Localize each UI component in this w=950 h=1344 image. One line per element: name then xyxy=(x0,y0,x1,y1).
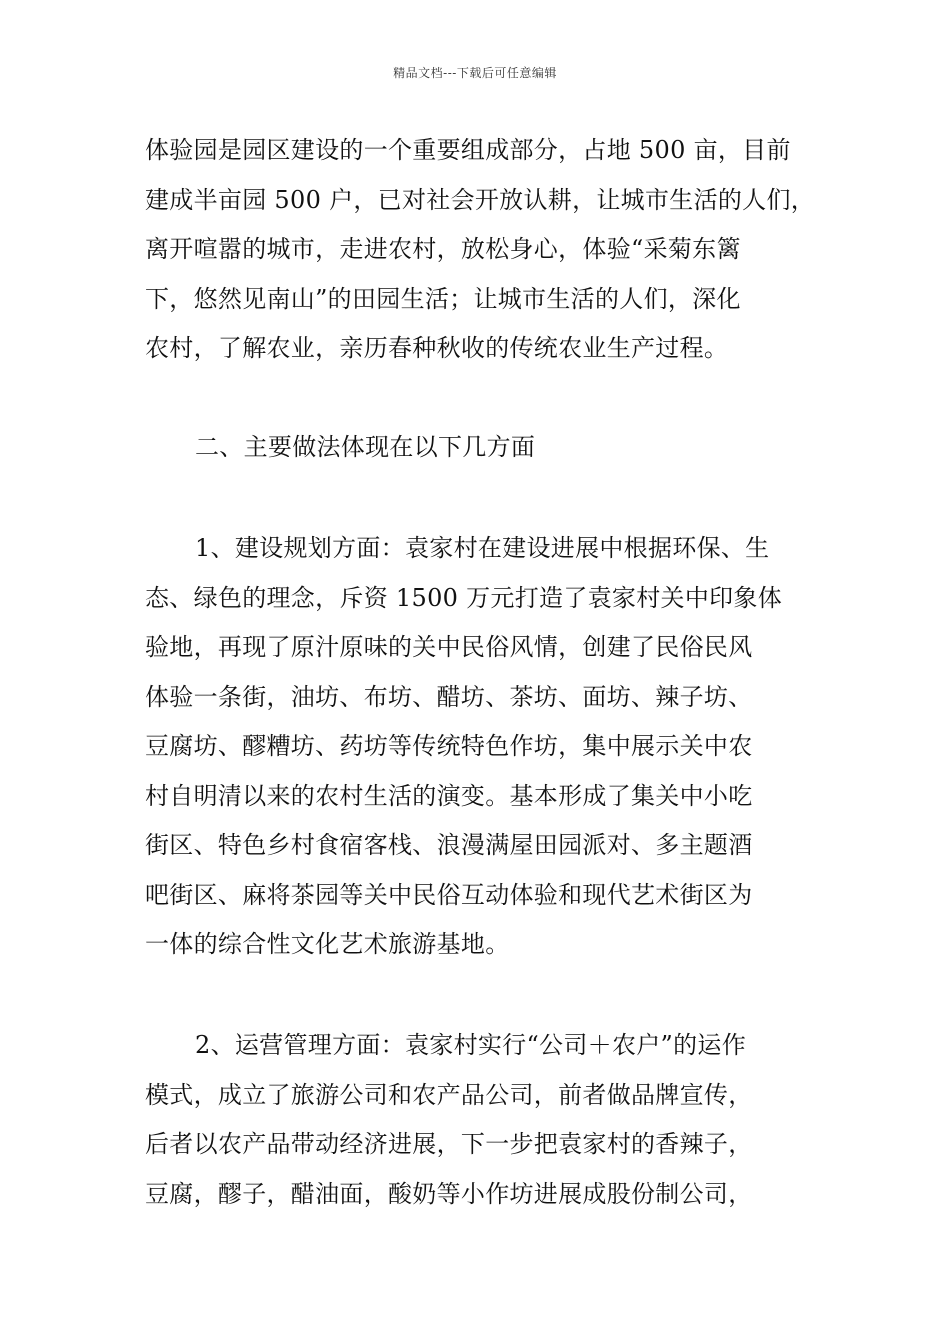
paragraph-line: 后者以农产品带动经济进展，下一步把袁家村的香辣子， xyxy=(145,1130,753,1158)
section-heading-text: 二、主要做法体现在以下几方面 xyxy=(195,433,536,461)
paragraph-line: 1、建设规划方面：袁家村在建设进展中根据环保、生 xyxy=(195,534,770,562)
paragraph-line: 村自明清以来的农村生活的演变。基本形成了集关中小吃 xyxy=(145,781,753,810)
page-header: 精品文档---下载后可任意编辑 xyxy=(393,66,557,80)
paragraph-garden-intro xyxy=(145,126,816,374)
paragraph-line: 态、绿色的理念，斥资 1500 万元打造了袁家村关中印象体 xyxy=(145,583,783,612)
paragraph-line: 建成半亩园 500 户，已对社会开放认耕，让城市生活的人们， xyxy=(145,185,816,214)
paragraph-line: 2、运营管理方面：袁家村实行“公司＋农户”的运作 xyxy=(195,1031,747,1059)
paragraph-line: 吧街区、麻将茶园等关中民俗互动体验和现代艺术街区为 xyxy=(145,880,753,909)
section-heading xyxy=(145,423,805,473)
paragraph-operations xyxy=(145,1021,805,1219)
paragraph-line: 离开喧嚣的城市，走进农村，放松身心，体验“采菊东篱 xyxy=(145,235,741,263)
paragraph-line: 豆腐，醪子，醋油面，酸奶等小作坊进展成股份制公司， xyxy=(145,1179,753,1208)
paragraph-line: 一体的综合性文化艺术旅游基地。 xyxy=(145,930,510,958)
paragraph-line: 豆腐坊、醪糟坊、药坊等传统特色作坊，集中展示关中农 xyxy=(145,732,753,760)
paragraph-line: 验地，再现了原汁原味的关中民俗风情，创建了民俗民风 xyxy=(145,633,753,661)
paragraph-line: 体验园是园区建设的一个重要组成部分，占地 500 亩，目前 xyxy=(145,136,791,164)
paragraph-line: 下，悠然见南山”的田园生活；让城市生活的人们，深化 xyxy=(145,284,741,313)
paragraph-line: 农村，了解农业，亲历春种秋收的传统农业生产过程。 xyxy=(145,334,729,362)
paragraph-planning xyxy=(145,524,805,970)
paragraph-line: 街区、特色乡村食宿客栈、浪漫满屋田园派对、多主题酒 xyxy=(145,831,753,859)
paragraph-line: 体验一条街，油坊、布坊、醋坊、茶坊、面坊、辣子坊、 xyxy=(145,682,753,711)
paragraph-line: 模式，成立了旅游公司和农产品公司，前者做品牌宣传， xyxy=(145,1080,753,1109)
